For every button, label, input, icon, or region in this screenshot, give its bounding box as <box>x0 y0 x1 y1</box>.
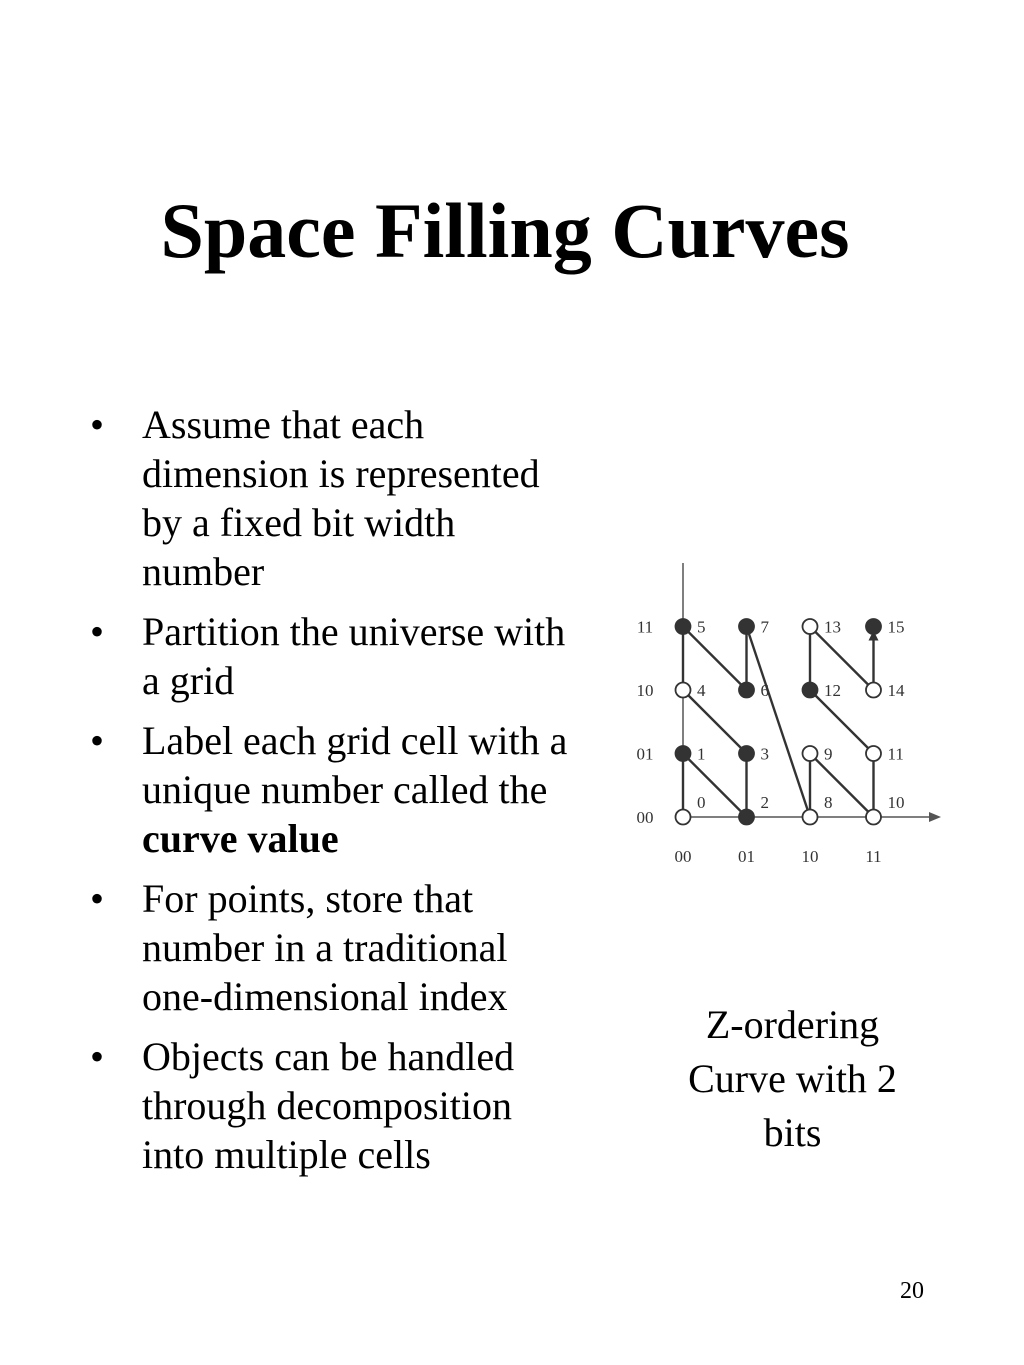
cell-value-label: 7 <box>760 617 769 637</box>
cell-value-label: 4 <box>697 681 706 700</box>
x-tick-label: 11 <box>865 847 882 866</box>
grid-cell-node <box>866 619 881 634</box>
cell-value-label: 15 <box>887 617 905 637</box>
cell-value-label: 11 <box>887 744 904 764</box>
bullet-item <box>82 874 582 1021</box>
slide-title: Space Filling Curves <box>160 187 850 274</box>
cell-value-label: 14 <box>887 681 905 700</box>
bullet-dot-icon: • <box>90 718 105 763</box>
bullet-text: Label each grid cell with a unique number called the <box>142 718 568 812</box>
cell-value-label: 8 <box>824 793 833 812</box>
bullet-dot-icon: • <box>90 876 105 921</box>
grid-cell-node <box>676 683 691 698</box>
cell-value-label: 10 <box>887 793 905 812</box>
page-number: 20 <box>900 1278 924 1304</box>
curve-path <box>683 627 879 818</box>
y-tick-label: 00 <box>636 808 654 827</box>
cell-value-label: 2 <box>760 793 769 812</box>
x-tick-label: 01 <box>738 847 755 866</box>
grid-cell-node <box>803 810 818 825</box>
diagram-caption: Z-ordering Curve with 2 bits <box>688 1002 897 1155</box>
cell-value-label: 13 <box>824 617 841 637</box>
grid-cell-node <box>676 746 691 761</box>
cell-value-label: 9 <box>824 744 833 764</box>
grid-cell-node <box>739 746 754 761</box>
grid-cell-node <box>803 746 818 761</box>
cell-value-label: 5 <box>697 617 706 637</box>
grid-cell-node <box>803 683 818 698</box>
curve-segment <box>747 627 811 818</box>
x-tick-label: 10 <box>801 847 819 866</box>
bullet-text: Partition the universe with a grid <box>142 609 566 703</box>
bullet-dot-icon: • <box>90 402 105 447</box>
grid-cell-node <box>866 810 881 825</box>
grid-cell-node <box>739 619 754 634</box>
grid-cell-node <box>866 746 881 761</box>
curve-segment <box>810 690 874 754</box>
bullet-item <box>82 716 582 863</box>
grid-cell-node <box>676 810 691 825</box>
bullet-dot-icon: • <box>90 609 105 654</box>
bullet-text: For points, store that number in a traditional one-dimensional index <box>142 876 508 1019</box>
grid-cell-node <box>739 683 754 698</box>
grid-cells <box>676 618 906 825</box>
z-order-diagram <box>625 555 945 875</box>
bullet-text: Assume that each dimension is represented by a fixed bit width number <box>142 402 540 594</box>
cell-value-label: 12 <box>824 681 841 700</box>
cell-value-label: 0 <box>697 793 706 812</box>
grid-cell-node <box>866 683 881 698</box>
y-tick-label: 11 <box>636 617 654 637</box>
bullet-text: Objects can be handled through decomposition into multiple cells <box>142 1034 515 1177</box>
bullet-dot-icon: • <box>90 1034 105 1079</box>
bullet-bold-text: curve value <box>142 816 339 861</box>
curve-segment <box>810 754 874 818</box>
cell-value-label: 6 <box>760 681 769 700</box>
cell-value-label: 1 <box>697 744 706 764</box>
axis-labels <box>637 618 882 867</box>
y-tick-label: 10 <box>636 681 654 700</box>
bullet-list <box>82 400 582 1190</box>
bullet-item <box>82 1032 582 1179</box>
cell-value-label: 3 <box>760 744 769 764</box>
bullet-item <box>82 607 582 705</box>
curve-segment <box>810 627 874 691</box>
grid-cell-node <box>803 619 818 634</box>
x-tick-label: 00 <box>674 847 692 866</box>
curve-segment <box>683 754 747 818</box>
y-tick-label: 01 <box>636 744 654 764</box>
bullet-item <box>82 400 582 596</box>
x-axis-arrow-icon <box>929 812 941 822</box>
curve-segment <box>683 627 747 691</box>
curve-segment <box>683 690 747 754</box>
grid-cell-node <box>676 619 691 634</box>
grid-cell-node <box>739 810 754 825</box>
